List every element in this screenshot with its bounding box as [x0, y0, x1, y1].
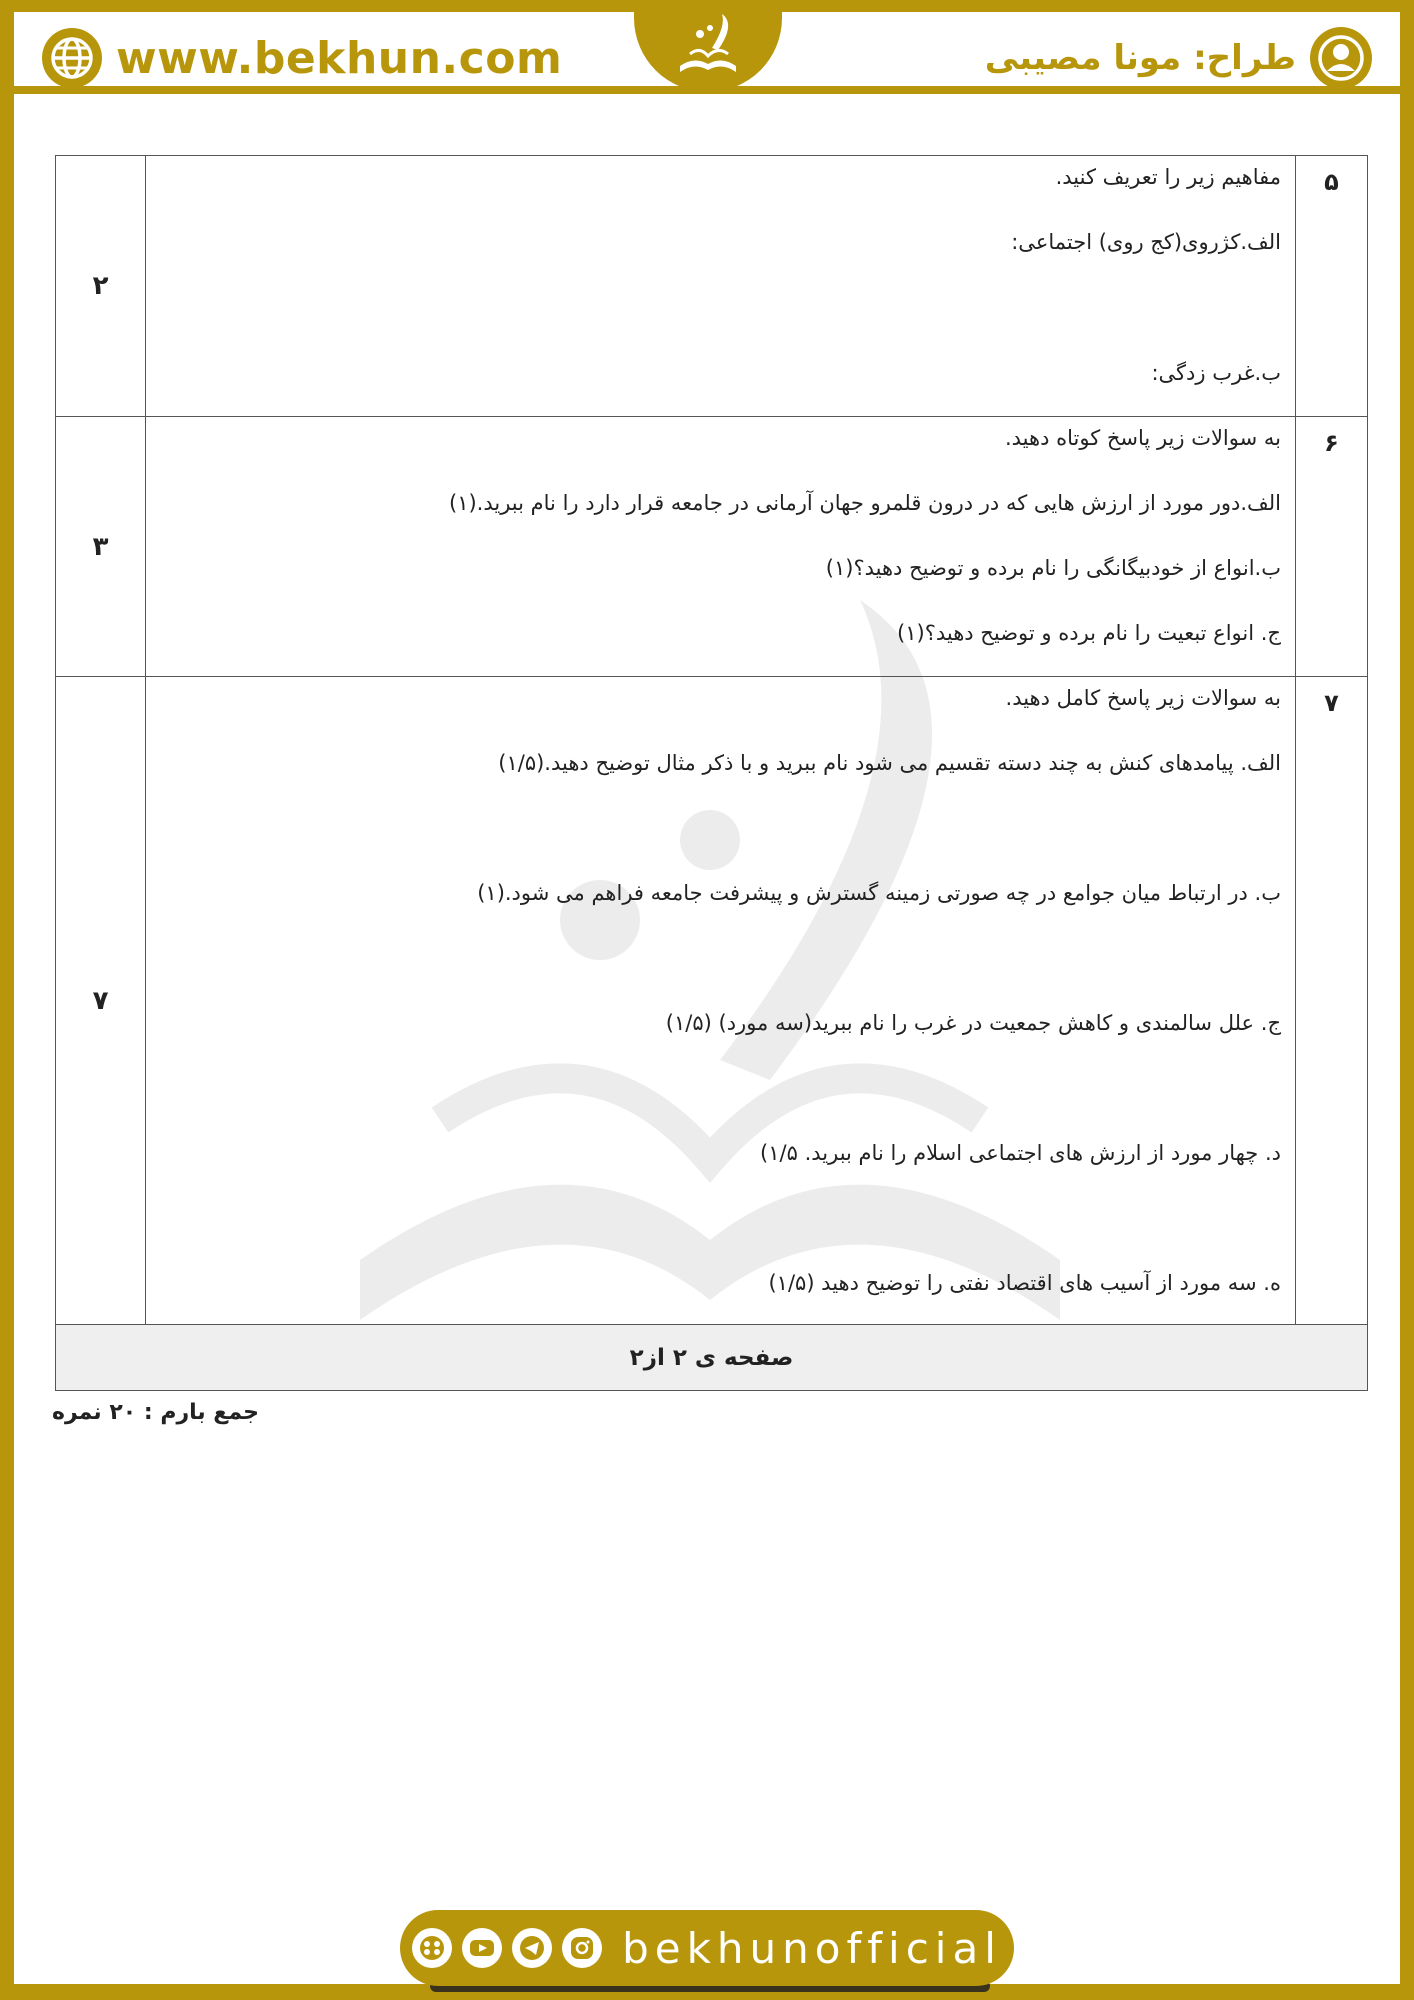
- total-score: جمع بارم : ۲۰ نمره: [52, 1400, 259, 1425]
- page-number: صفحه ی ۲ از۲: [56, 1325, 1368, 1391]
- exam-table: [55, 155, 1368, 1391]
- question-score: ۷: [56, 677, 146, 1325]
- telegram-icon[interactable]: [512, 1928, 552, 1968]
- question-body: [146, 417, 1296, 677]
- social-handle: bekhunofficial: [622, 1923, 1002, 1973]
- question-number: ۷: [1296, 677, 1368, 1325]
- book-pen-logo-icon: [660, 6, 756, 86]
- globe-icon: [42, 28, 102, 88]
- question-row: [56, 417, 1368, 677]
- question-text: الف.دور مورد از ارزش هایی که در درون قلمرو جهان آرمانی در جامعه قرار دارد را نام ببرید.(۱): [448, 491, 1281, 515]
- question-text: به سوالات زیر پاسخ کامل دهید.: [1005, 686, 1281, 710]
- question-text: د. چهار مورد از ارزش های اجتماعی اسلام را نام ببرید. ۱/۵): [760, 1141, 1281, 1165]
- question-text: الف. پیامدهای کنش به چند دسته تقسیم می شود نام ببرید و با ذکر مثال توضیح دهید.(۱/۵): [498, 751, 1281, 775]
- question-text: ه. سه مورد از آسیب های اقتصاد نفتی را توضیح دهید (۱/۵): [768, 1271, 1281, 1295]
- site-url: www.bekhun.com: [116, 32, 563, 84]
- question-score: ۳: [56, 417, 146, 677]
- question-text: مفاهیم زیر را تعریف کنید.: [1055, 165, 1281, 189]
- site-link[interactable]: [42, 26, 562, 90]
- question-score: ۲: [56, 156, 146, 417]
- question-text: ب. در ارتباط میان جوامع در چه صورتی زمینه گسترش و پیشرفت جامعه فراهم می شود.(۱): [477, 881, 1281, 905]
- question-number: ۵: [1296, 156, 1368, 417]
- question-text: به سوالات زیر پاسخ کوتاه دهید.: [1004, 426, 1281, 450]
- question-body: [146, 156, 1296, 417]
- question-body: [146, 677, 1296, 1325]
- aparat-icon[interactable]: [412, 1928, 452, 1968]
- question-row: [56, 156, 1368, 417]
- page-footer-row: [56, 1325, 1368, 1391]
- question-text: ج. علل سالمندی و کاهش جمعیت در غرب را نام ببرید(سه مورد) (۱/۵): [665, 1011, 1281, 1035]
- question-row: [56, 677, 1368, 1325]
- designer-name: طراح: مونا مصیبی: [984, 38, 1296, 78]
- question-text: الف.کژروی(کج روی) اجتماعی:: [1011, 230, 1281, 254]
- designer-credit: [985, 26, 1372, 90]
- social-bar: [400, 1910, 1014, 1986]
- question-text: ج. انواع تبعیت را نام برده و توضیح دهید؟(۱): [897, 621, 1281, 645]
- user-icon: [1310, 27, 1372, 89]
- youtube-icon[interactable]: [462, 1928, 502, 1968]
- question-number: ۶: [1296, 417, 1368, 677]
- question-text: ب.غرب زدگی:: [1151, 361, 1281, 385]
- question-text: ب.انواع از خودبیگانگی را نام برده و توضیح دهید؟(۱): [825, 556, 1281, 580]
- instagram-icon[interactable]: [562, 1928, 602, 1968]
